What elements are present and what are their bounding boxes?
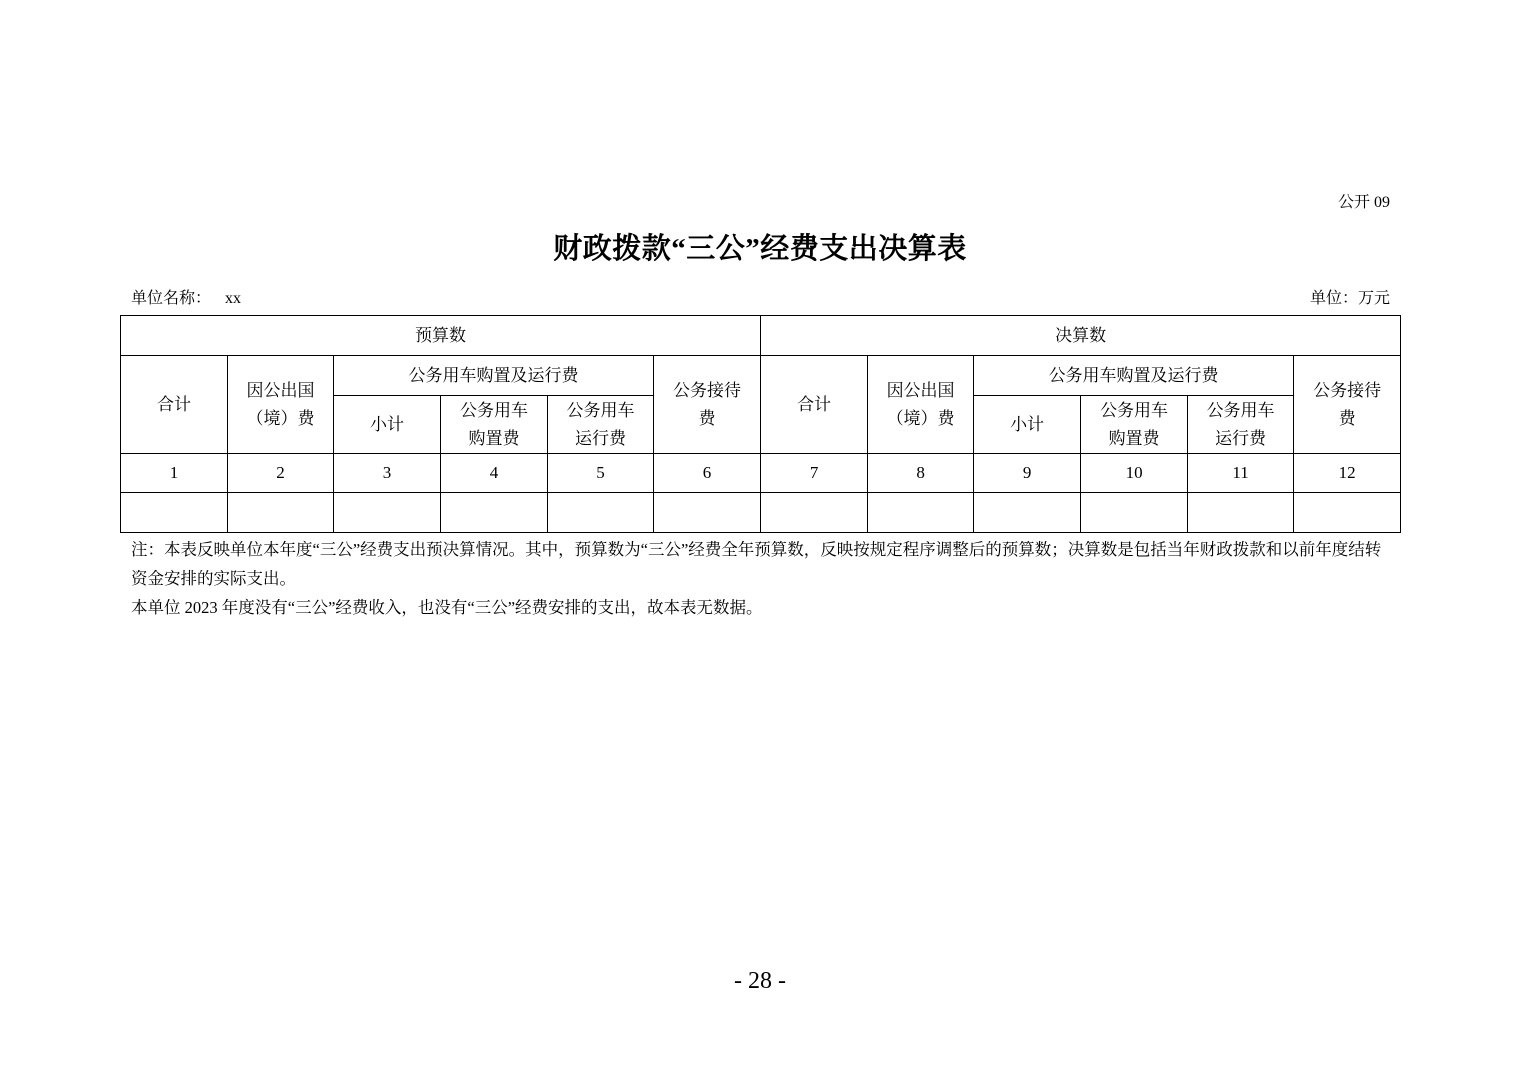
data-cell [1081,493,1188,533]
final-operation-header-line2: 运行费 [1215,428,1267,448]
budget-purchase-header-line2: 购置费 [468,428,520,448]
budget-abroad-header-line1: 因公出国 [246,380,315,400]
final-group-header: 决算数 [761,316,1401,356]
data-cell [654,493,761,533]
currency-unit: 单位：万元 [1309,290,1390,307]
final-abroad-header-line2: （境）费 [886,408,955,428]
budget-operation-header-line1: 公务用车 [566,400,635,420]
column-number: 11 [1188,454,1294,493]
budget-purchase-header [441,396,548,454]
budget-total-header: 合计 [121,356,228,454]
column-number: 8 [868,454,974,493]
budget-abroad-header [228,356,334,454]
group-header-row [121,316,1401,356]
budget-subtotal-header: 小计 [334,396,441,454]
column-number: 2 [228,454,334,493]
form-number: 公开 09 [1337,194,1390,211]
column-number: 9 [974,454,1081,493]
budget-purchase-header-line1: 公务用车 [460,400,528,420]
column-header-row [121,356,1401,396]
final-abroad-header [868,356,974,454]
column-number: 4 [441,454,548,493]
budget-reception-header-line2: 费 [698,408,716,428]
final-subtotal-header: 小计 [974,396,1081,454]
three-public-expenses-table [120,315,1401,533]
table-notes [131,535,1393,622]
note-explanation: 注：本表反映单位本年度“三公”经费支出预决算情况。其中，预算数为“三公”经费全年预算数，反映按规定程序调整后的预算数；决算数是包括当年财政拨款和以前年度结转资金安排的实际支出。 [131,540,1382,588]
budget-operation-header [548,396,654,454]
budget-vehicle-header: 公务用车购置及运行费 [334,356,654,396]
data-cell [334,493,441,533]
budget-abroad-header-line2: （境）费 [246,408,315,428]
final-reception-header-line2: 费 [1338,408,1356,428]
column-number: 5 [548,454,654,493]
column-number-row [121,454,1401,493]
data-cell [1188,493,1294,533]
data-cell [441,493,548,533]
final-abroad-header-line1: 因公出国 [886,380,955,400]
data-cell [761,493,868,533]
column-number: 3 [334,454,441,493]
data-cell [974,493,1081,533]
final-purchase-header [1081,396,1188,454]
budget-group-header: 预算数 [121,316,761,356]
final-operation-header [1188,396,1294,454]
column-number: 10 [1081,454,1188,493]
data-cell [868,493,974,533]
budget-reception-header [654,356,761,454]
final-purchase-header-line1: 公务用车 [1100,400,1169,420]
budget-operation-header-line2: 运行费 [575,428,626,448]
unit-name-value: xx [225,290,242,307]
column-number: 12 [1294,454,1401,493]
data-cell [228,493,334,533]
data-row [121,493,1401,533]
column-number: 7 [761,454,868,493]
budget-reception-header-line1: 公务接待 [673,380,742,400]
data-cell [1294,493,1401,533]
final-vehicle-header: 公务用车购置及运行费 [974,356,1294,396]
note-no-data: 本单位 2023 年度没有“三公”经费收入，也没有“三公”经费安排的支出，故本表无数据。 [131,598,763,617]
final-operation-header-line1: 公务用车 [1206,400,1275,420]
unit-name-label: 单位名称： [131,290,212,307]
data-cell [548,493,654,533]
page-number: - 28 - [734,968,786,994]
unit-name [131,285,241,308]
page-title: 财政拨款“三公”经费支出决算表 [553,233,967,265]
final-purchase-header-line2: 购置费 [1108,428,1160,448]
column-number: 1 [121,454,228,493]
final-reception-header [1294,356,1401,454]
column-number: 6 [654,454,761,493]
data-cell [121,493,228,533]
final-total-header: 合计 [761,356,868,454]
final-reception-header-line1: 公务接待 [1313,380,1382,400]
